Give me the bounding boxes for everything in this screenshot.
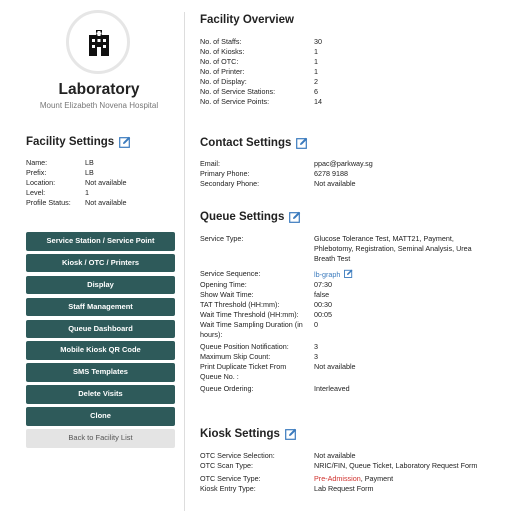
- avatar: [66, 10, 130, 74]
- kv-row: Print Duplicate Ticket From Not available: [200, 362, 356, 371]
- kv-row: OTC Scan Type: NRIC/FIN, Queue Ticket, Laboratory Request Form: [200, 461, 478, 470]
- kv-row: No. of Printer: 1: [200, 67, 318, 76]
- kv-row: Primary Phone: 6278 9188: [200, 169, 348, 178]
- kv-row: Kiosk Entry Type: Lab Request Form: [200, 484, 374, 493]
- kv-row: Show Wait Time: false: [200, 290, 330, 299]
- contact-settings-list: [200, 159, 490, 189]
- kv-row: No. of Kiosks: 1: [200, 47, 318, 56]
- kv-row: Prefix: LB: [26, 168, 94, 177]
- edit-facility-settings-icon[interactable]: [119, 136, 131, 148]
- queue-settings-list: [200, 234, 490, 394]
- kv-row: Queue Ordering: Interleaved: [200, 384, 350, 393]
- kv-row: Profile Status: Not available: [26, 198, 127, 207]
- kv-row: Wait Time Threshold (HH:mm): 00:05: [200, 310, 332, 319]
- kv-row: No. of OTC: 1: [200, 57, 318, 66]
- staff-management-button[interactable]: Staff Management: [26, 298, 175, 317]
- queue-dashboard-button[interactable]: Queue Dashboard: [26, 320, 175, 339]
- page-title: Laboratory: [58, 81, 140, 98]
- facility-overview-heading: Facility Overview: [200, 14, 294, 26]
- kv-row: Queue Position Notification: 3: [200, 342, 318, 351]
- back-to-facility-list-button[interactable]: Back to Facility List: [26, 429, 175, 448]
- contact-settings-heading: Contact Settings: [200, 137, 308, 149]
- kv-row: Service Sequence: lb-graph: [200, 269, 490, 280]
- kiosk-settings-heading: Kiosk Settings: [200, 428, 297, 440]
- service-sequence-link[interactable]: lb-graph: [314, 270, 341, 279]
- pre-admission-highlight: Pre-Admission: [314, 474, 361, 483]
- kv-row: Location: Not available: [26, 178, 127, 187]
- delete-visits-button[interactable]: Delete Visits: [26, 385, 175, 404]
- kiosk-settings-list: [200, 451, 490, 494]
- facility-overview-list: [200, 37, 490, 107]
- queue-settings-heading: Queue Settings: [200, 211, 301, 223]
- kv-row: Secondary Phone: Not available: [200, 179, 356, 188]
- kiosk-otc-printers-button[interactable]: Kiosk / OTC / Printers: [26, 254, 175, 273]
- service-station-button[interactable]: Service Station / Service Point: [26, 232, 175, 251]
- edit-contact-settings-icon[interactable]: [296, 137, 308, 149]
- kv-row: Queue No. :: [200, 372, 239, 381]
- column-divider: [184, 12, 185, 511]
- kv-row: No. of Display: 2: [200, 77, 318, 86]
- kv-row: Level: 1: [26, 188, 89, 197]
- kv-row: No. of Service Stations: 6: [200, 87, 318, 96]
- hospital-building-icon: [88, 30, 110, 56]
- edit-queue-settings-icon[interactable]: [289, 211, 301, 223]
- edit-kiosk-settings-icon[interactable]: [285, 428, 297, 440]
- kv-row: Opening Time: 07:30: [200, 280, 332, 289]
- kv-row: Maximum Skip Count: 3: [200, 352, 318, 361]
- page-subtitle: Mount Elizabeth Novena Hospital: [39, 101, 159, 110]
- sms-templates-button[interactable]: SMS Templates: [26, 363, 175, 382]
- kv-row: Email: ppac@parkway.sg: [200, 159, 373, 168]
- kv-row: TAT Threshold (HH:mm): 00:30: [200, 300, 332, 309]
- edit-service-sequence-icon[interactable]: [344, 269, 353, 278]
- kv-row: Wait Time Sampling Duration (in 0: [200, 320, 318, 329]
- facility-sidebar: [0, 0, 184, 511]
- facility-menu: [26, 232, 175, 451]
- facility-settings-heading: Facility Settings: [26, 136, 131, 148]
- clone-button[interactable]: Clone: [26, 407, 175, 426]
- kv-row: OTC Service Selection: Not available: [200, 451, 356, 460]
- facility-settings-list: [26, 158, 176, 208]
- kv-row: No. of Service Points: 14: [200, 97, 322, 106]
- mobile-kiosk-qr-button[interactable]: Mobile Kiosk QR Code: [26, 341, 175, 360]
- display-button[interactable]: Display: [26, 276, 175, 295]
- kv-row: Service Type: Glucose Tolerance Test, MATT21, Payment, Phlebotomy, Registration, Seminal Analysis, Urea Breath Test: [200, 234, 472, 263]
- kv-row: No. of Staffs: 30: [200, 37, 322, 46]
- kv-row: hours):: [200, 330, 223, 339]
- kv-row: OTC Service Type: Pre-Admission, Payment: [200, 474, 394, 483]
- kv-row: Name: LB: [26, 158, 94, 167]
